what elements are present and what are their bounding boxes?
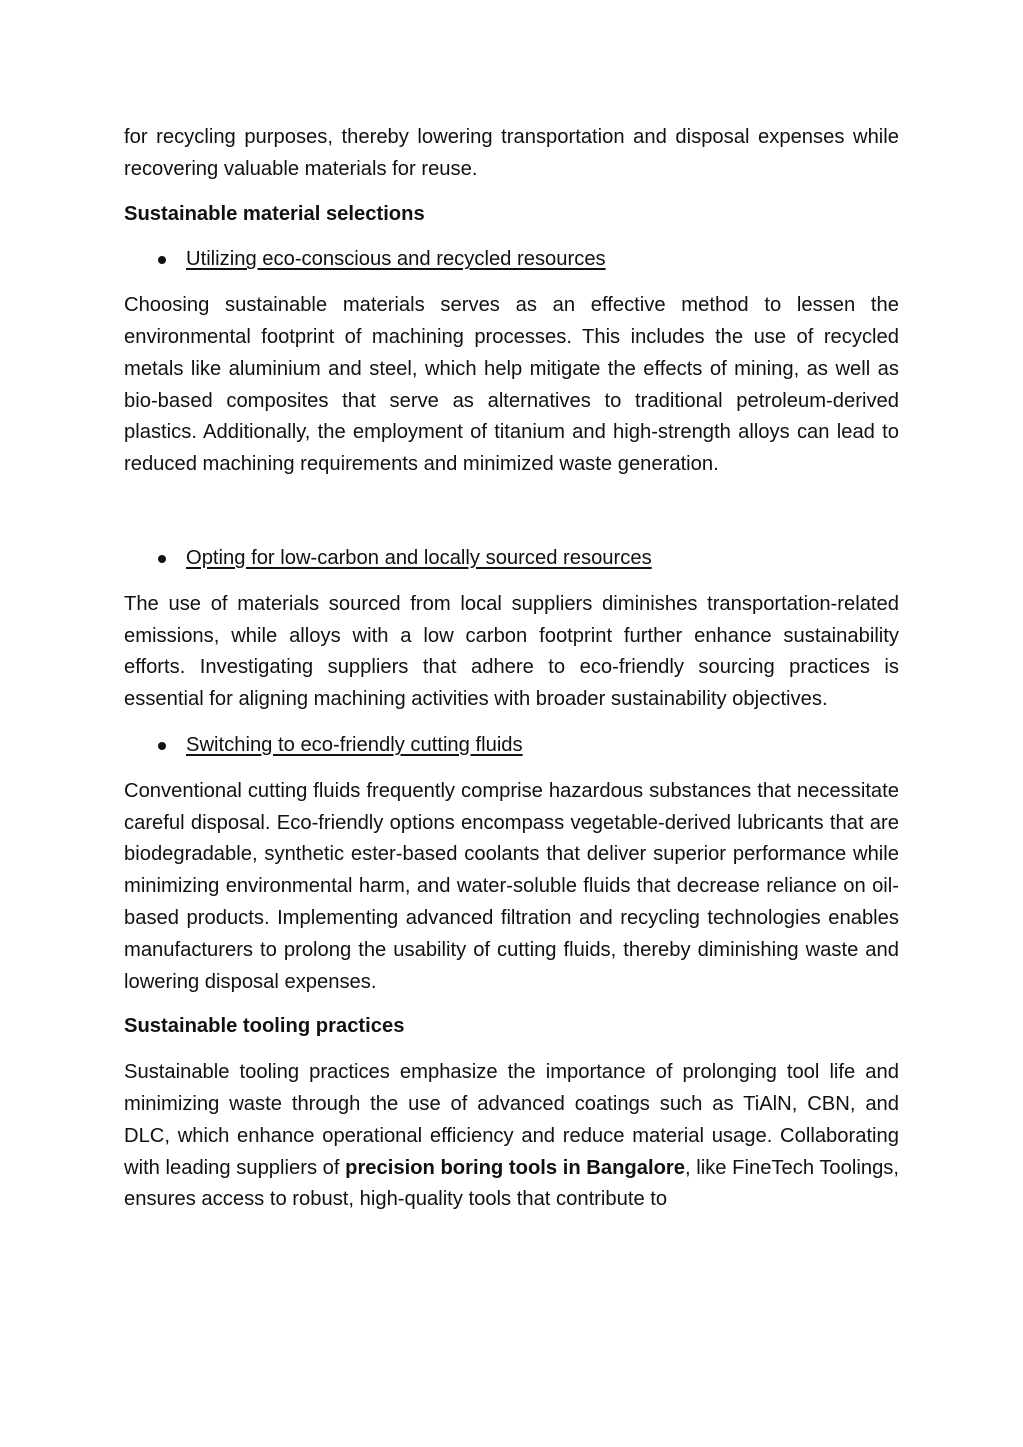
bullet-item-recycled-resources	[124, 244, 899, 276]
paragraph-cutting-fluids: Conventional cutting fluids frequently comprise hazardous substances that necessitate careful disposal. Eco-friendly options encompass vegetable-derived lubricants that are biodegradable, synthetic ester-based coolants that deliver superior performance while minimizing environmental harm, and water-soluble fluids that decrease reliance on oil-based products. Implementing advanced filtration and recycling technologies enables manufacturers to prolong the usability of cutting fluids, thereby diminishing waste and lowering disposal expenses.	[124, 779, 899, 993]
bullet-dot-icon	[158, 555, 166, 563]
bullet-item-cutting-fluids	[124, 730, 899, 762]
bullet-dot-icon	[158, 256, 166, 264]
heading-sustainable-material-selections: Sustainable material selections	[124, 202, 425, 225]
paragraph-local-suppliers: The use of materials sourced from local suppliers diminishes transportation-related emissions, while alloys with a low carbon footprint further enhance sustainability efforts. Investigating suppliers that adhere to eco-friendly sourcing practices is essential for aligning machining activities with broader sustainability objectives.	[124, 592, 899, 711]
bullet-dot-icon	[158, 742, 166, 750]
paragraph-recycling-continued: for recycling purposes, thereby lowering transportation and disposal expenses while recovering valuable materials for reuse.	[124, 126, 899, 180]
paragraph-text-before: Sustainable tooling practices emphasize the importance of prolonging tool life and minimizing waste through the use of advanced coatings such as TiAlN, CBN, and DLC, which enhance operational efficiency and reduce material usage. Collaborating with leading suppliers of	[124, 1061, 899, 1179]
paragraph-text-after: , like FineTech Toolings, ensures access to robust, high-quality tools that contribute to	[124, 1156, 899, 1211]
paragraph-tooling-practices	[124, 1057, 899, 1216]
bullet-text: Switching to eco-friendly cutting fluids	[186, 733, 523, 756]
bullet-item-low-carbon-resources	[124, 543, 899, 575]
paragraph-sustainable-materials: Choosing sustainable materials serves as an effective method to lessen the environmental footprint of machining processes. This includes the use of recycled metals like aluminium and steel, which help mitigate the effects of mining, as well as bio-based composites that serve as alternatives to traditional petroleum-derived plastics. Additionally, the employment of titanium and high-strength alloys can lead to reduced machining requirements and minimized waste generation.	[124, 294, 899, 476]
heading-sustainable-tooling-practices: Sustainable tooling practices	[124, 1015, 405, 1038]
document-page	[124, 122, 899, 1216]
bold-keyword: precision boring tools in Bangalore	[345, 1156, 686, 1179]
bullet-text: Utilizing eco-conscious and recycled resources	[186, 248, 606, 271]
bullet-text: Opting for low-carbon and locally sourced resources	[186, 546, 652, 569]
